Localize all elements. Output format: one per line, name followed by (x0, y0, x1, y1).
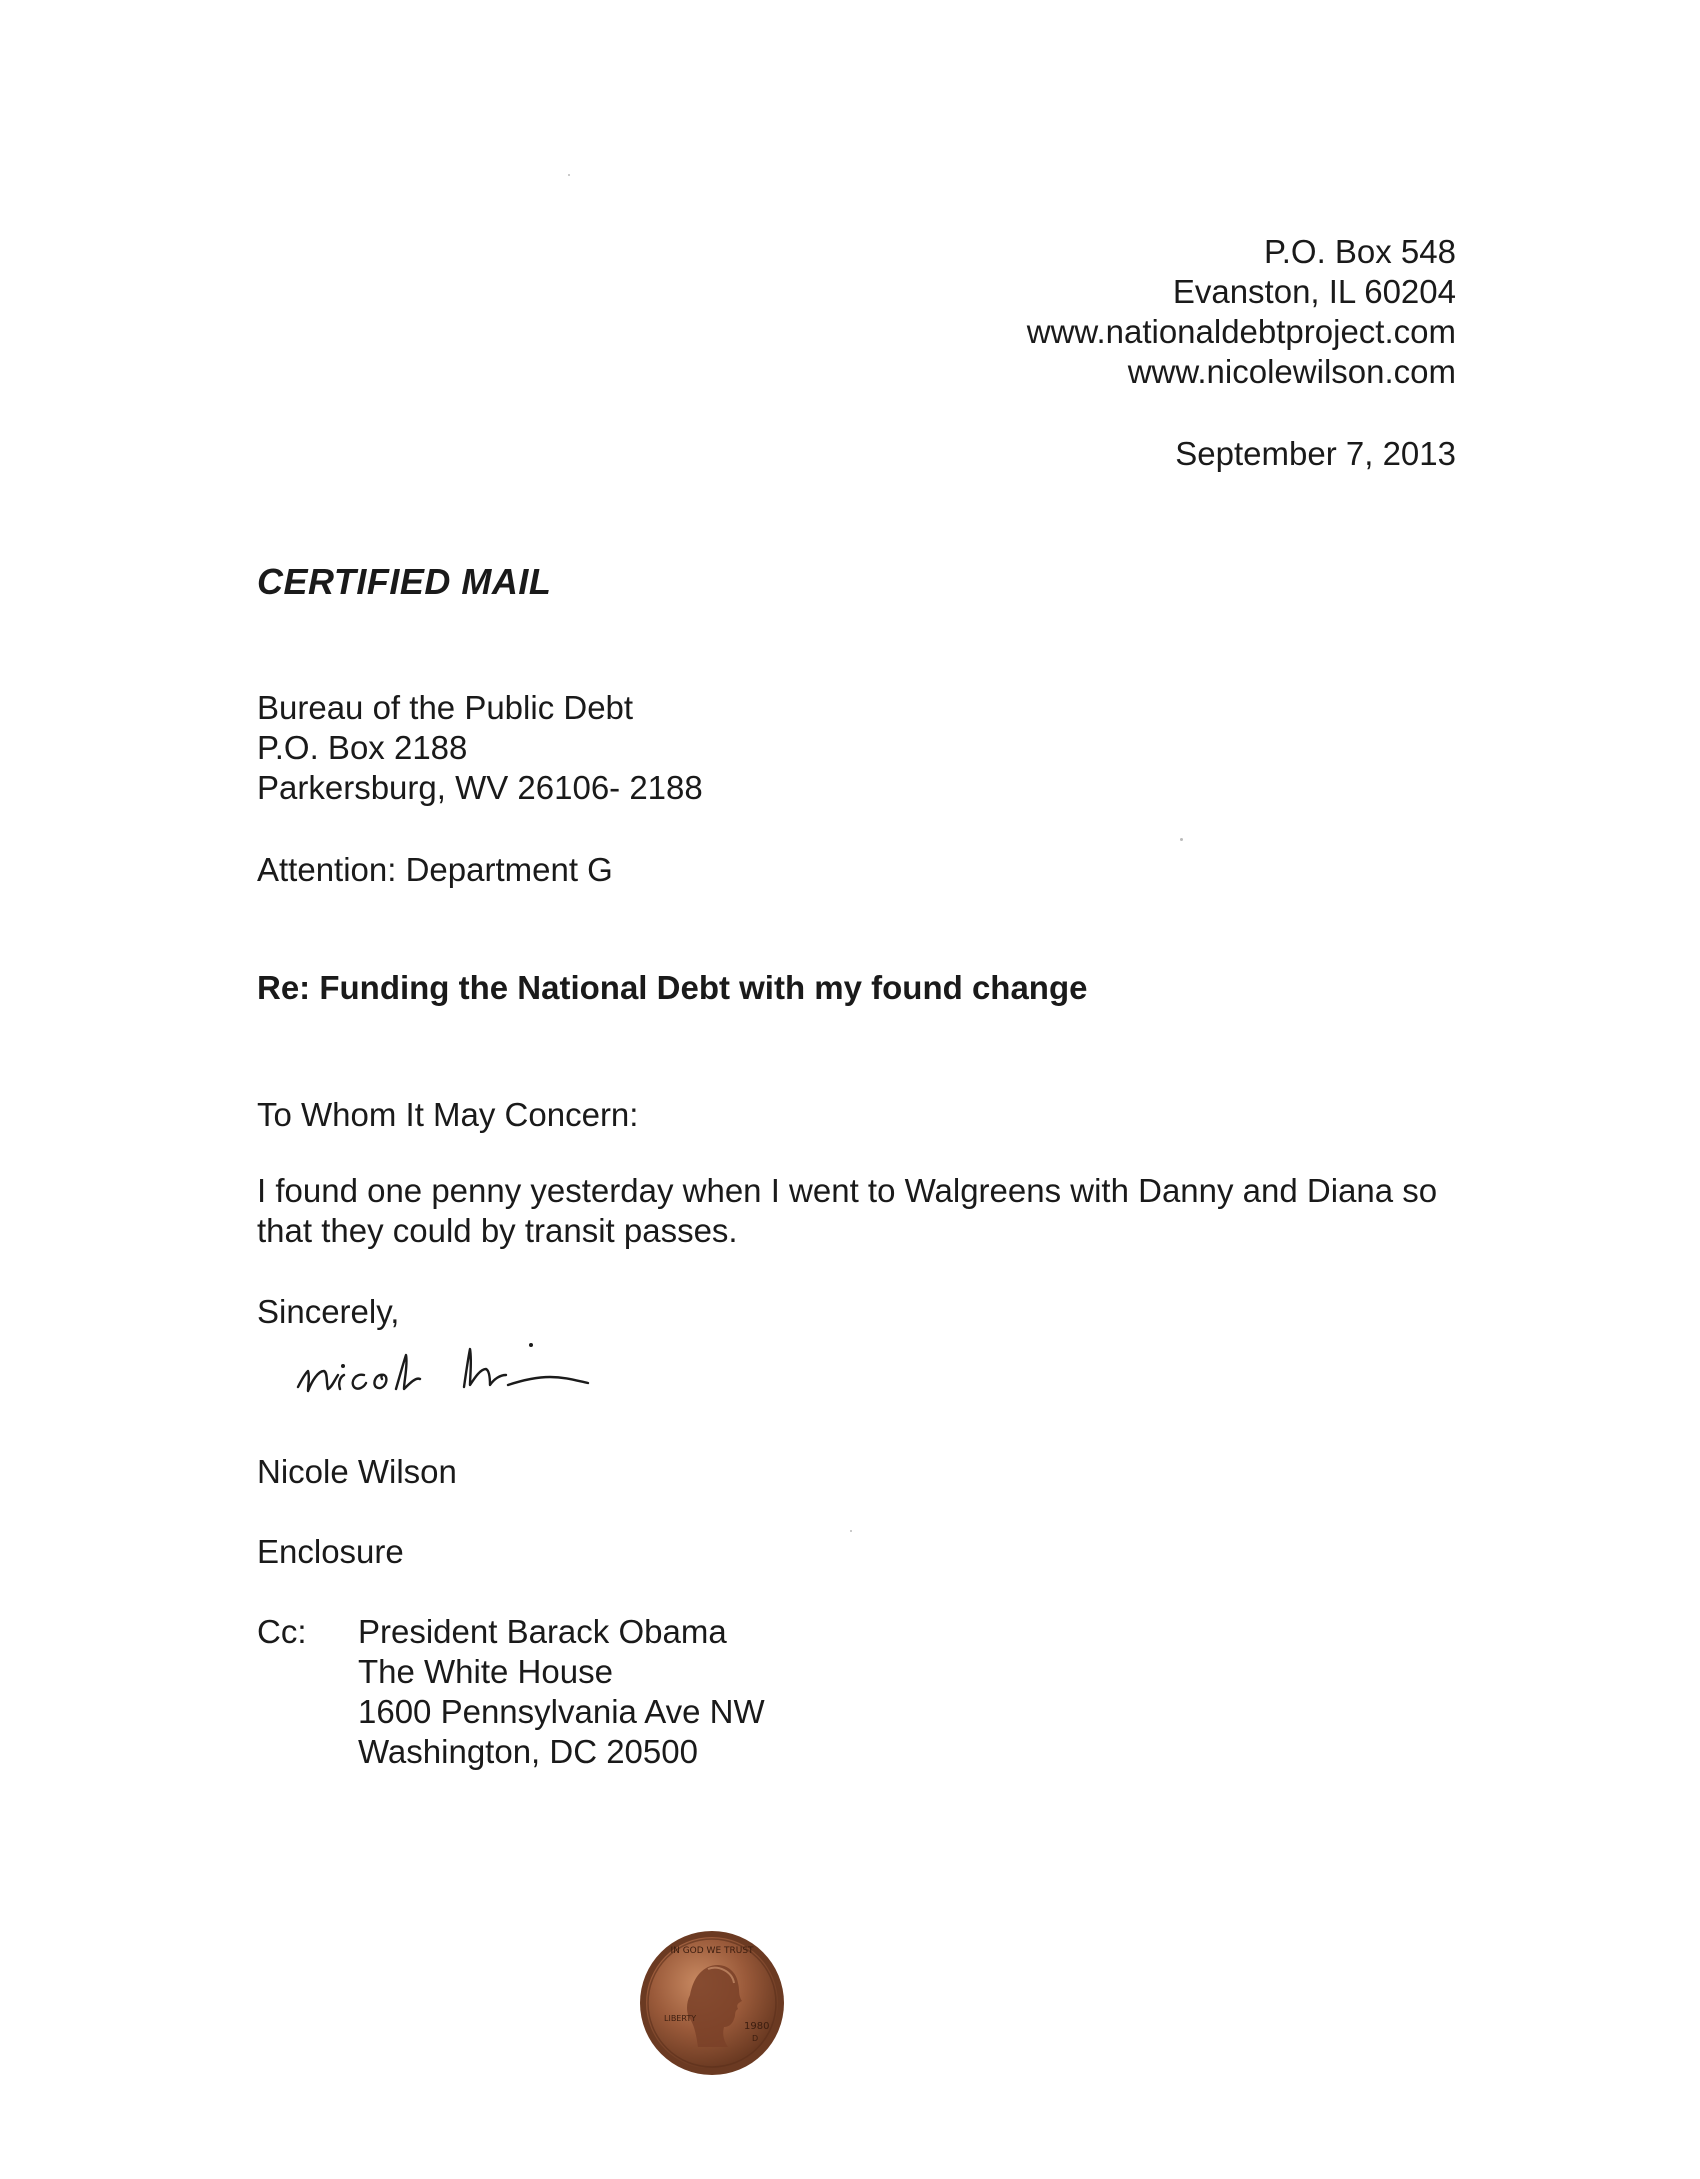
penny-motto: IN GOD WE TRUST (670, 1946, 754, 1956)
attention-line: Attention: Department G (257, 851, 613, 888)
cc-label: Cc: (257, 1613, 307, 1650)
recipient-name: Bureau of the Public Debt (257, 689, 634, 726)
penny-liberty: LIBERTY (664, 2014, 697, 2023)
cc-name: President Barack Obama (358, 1613, 727, 1650)
penny-mint-mark: D (752, 2034, 759, 2043)
body-line: that they could by transit passes. (257, 1212, 738, 1249)
signer-name: Nicole Wilson (257, 1453, 457, 1490)
salutation: To Whom It May Concern: (257, 1096, 639, 1133)
sender-city: Evanston, IL 60204 (1172, 273, 1456, 310)
sender-address (1027, 232, 1456, 392)
letter-body (257, 1171, 1487, 1251)
scan-speck (568, 174, 570, 176)
scan-speck (1180, 838, 1183, 841)
body-line: I found one penny yesterday when I went to Walgreens with Danny and Diana so (257, 1172, 1438, 1209)
penny-coin-image (638, 1929, 786, 2077)
cc-building: The White House (358, 1653, 613, 1690)
recipient-city: Parkersburg, WV 26106- 2188 (257, 769, 703, 806)
certified-mail-heading: CERTIFIED MAIL (257, 561, 552, 602)
cc-city: Washington, DC 20500 (358, 1733, 698, 1770)
closing: Sincerely, (257, 1293, 400, 1330)
letter-date: September 7, 2013 (1175, 435, 1456, 472)
handwritten-signature (288, 1325, 648, 1425)
sender-website-2: www.nicolewilson.com (1127, 353, 1456, 390)
enclosure-note: Enclosure (257, 1533, 404, 1570)
cc-street: 1600 Pennsylvania Ave NW (358, 1693, 765, 1730)
cc-address (358, 1612, 765, 1772)
recipient-address (257, 688, 703, 808)
penny-year: 1980 (744, 2021, 770, 2032)
recipient-po-box: P.O. Box 2188 (257, 729, 468, 766)
sender-website-1: www.nationaldebtproject.com (1026, 313, 1456, 350)
subject-line: Re: Funding the National Debt with my found change (257, 969, 1088, 1006)
scan-speck (850, 1530, 852, 1532)
sender-po-box: P.O. Box 548 (1263, 233, 1456, 270)
